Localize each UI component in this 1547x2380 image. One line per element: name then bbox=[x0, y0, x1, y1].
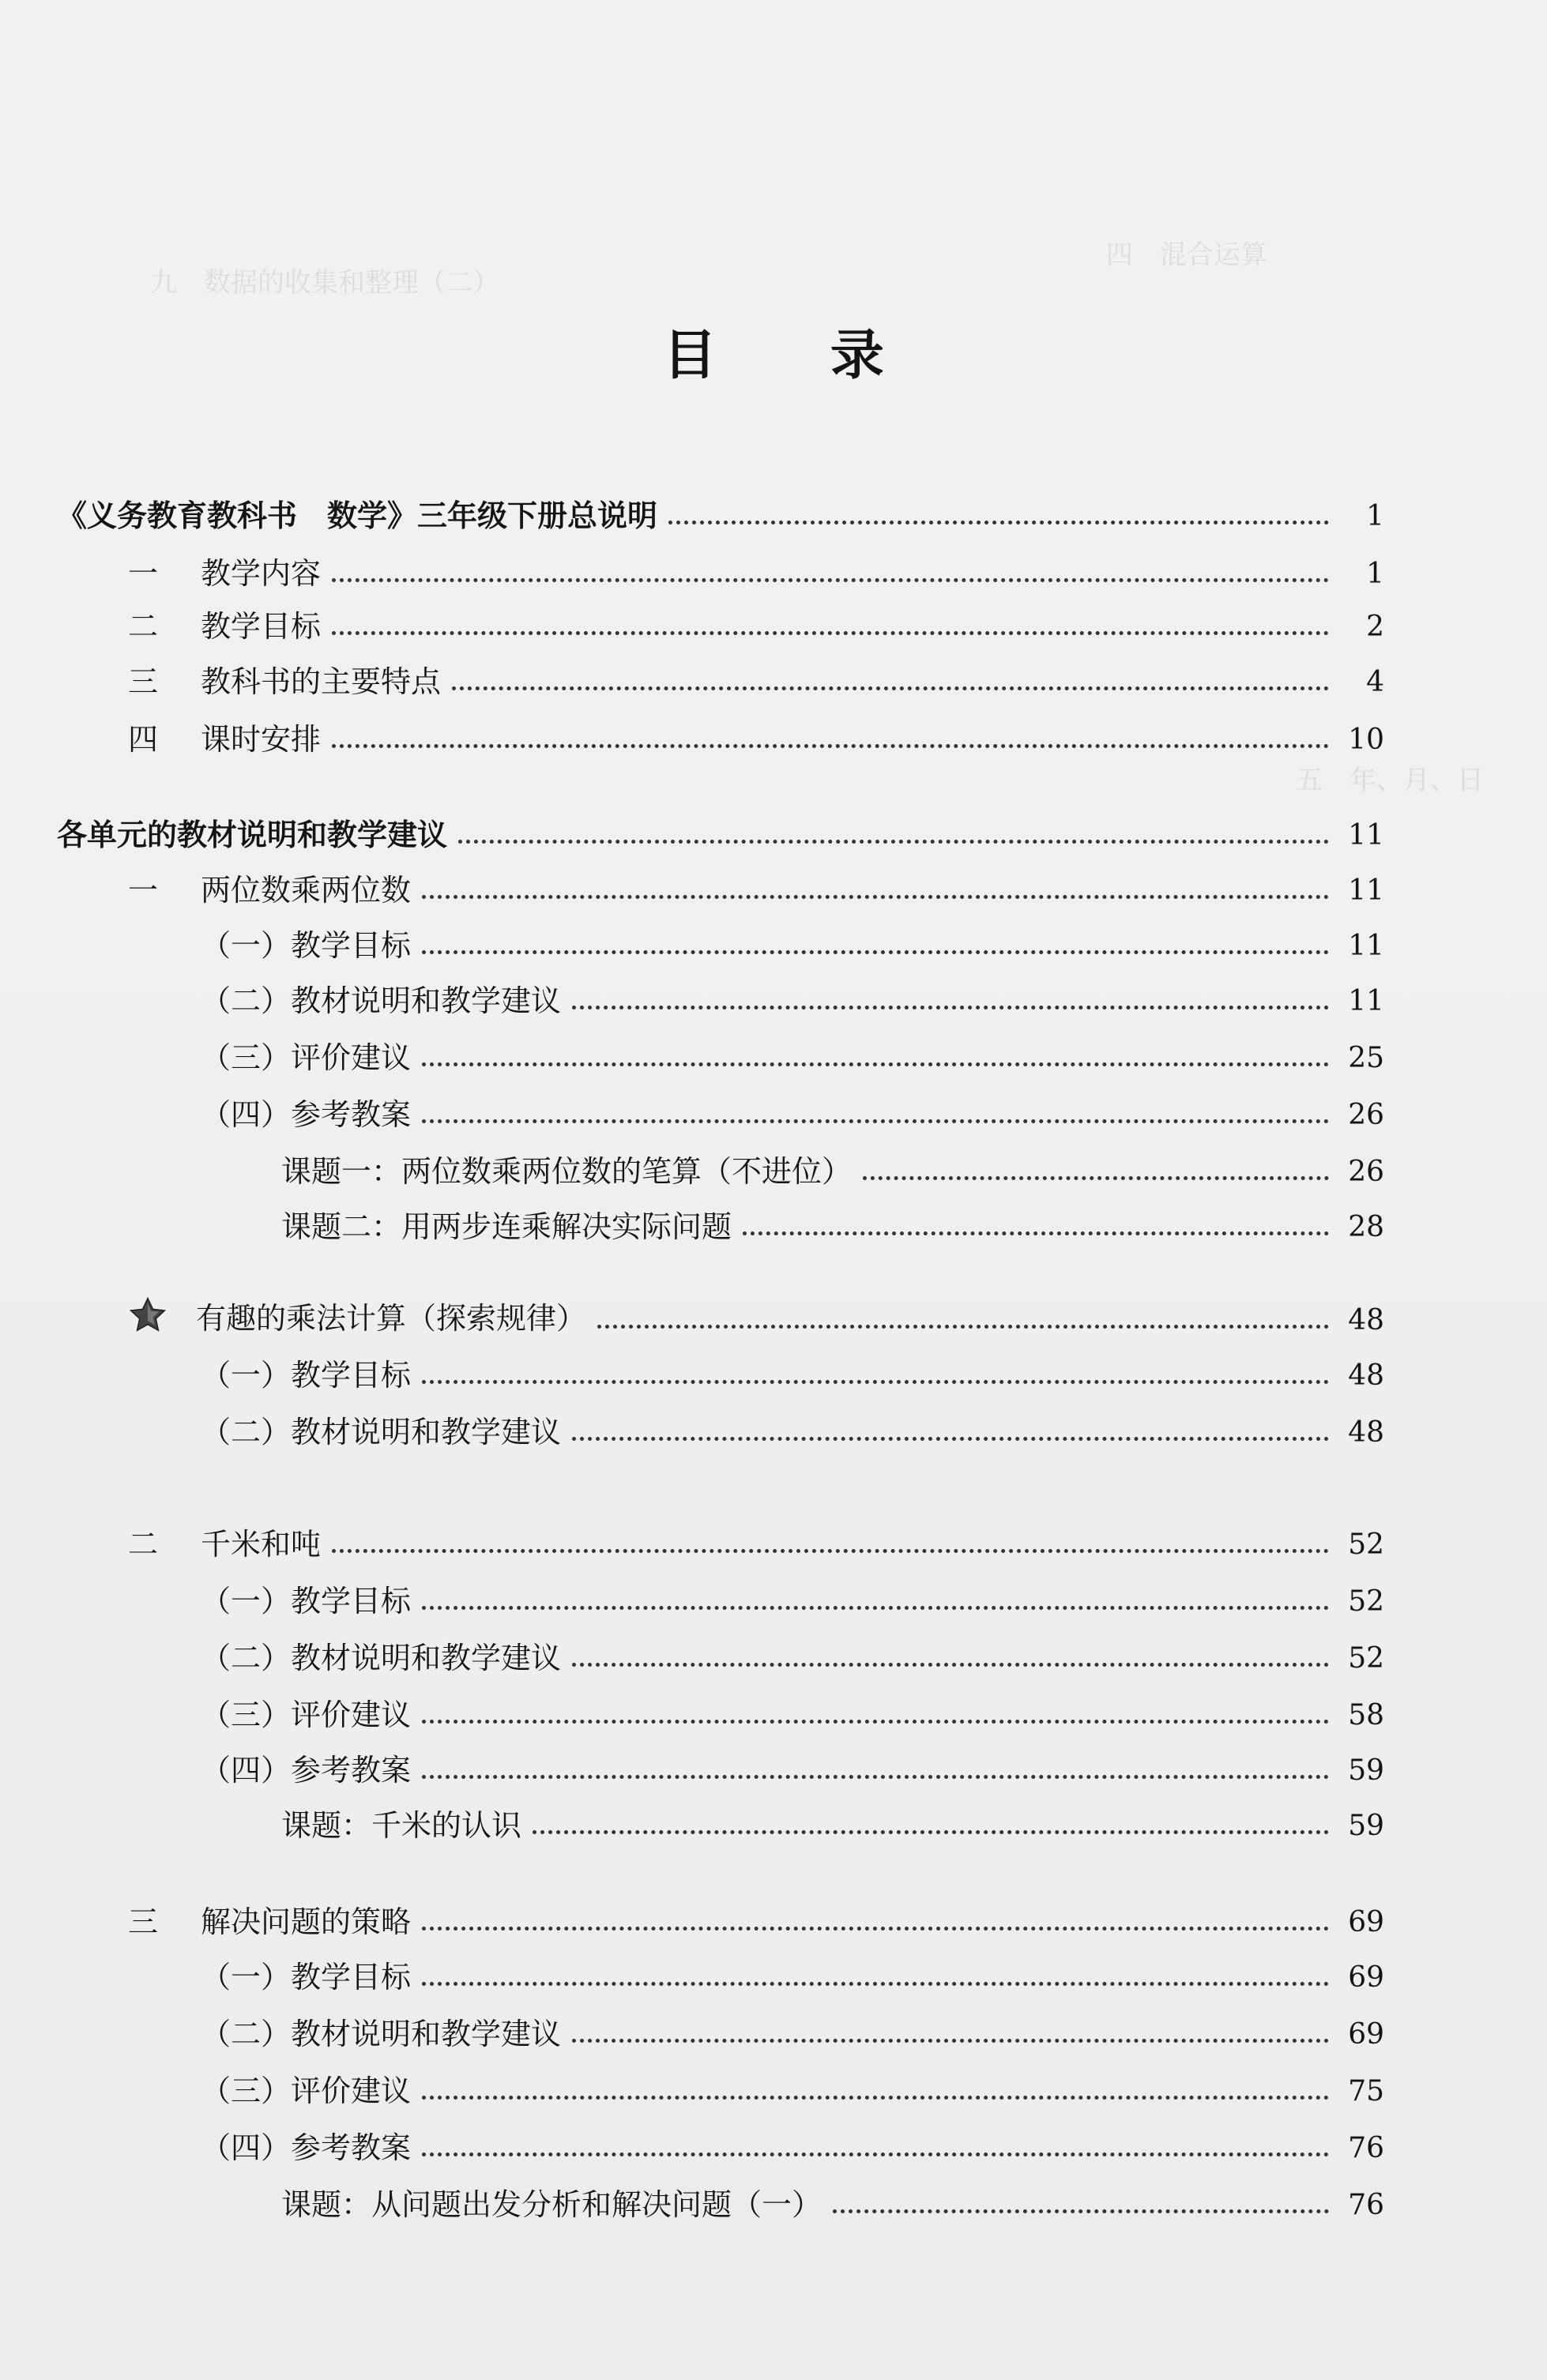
toc-entry-number: 一 bbox=[128, 873, 159, 908]
toc-entry[interactable] bbox=[201, 1683, 1384, 1730]
toc-entry-page: 59 bbox=[1348, 1754, 1384, 1787]
toc-entry[interactable] bbox=[201, 1738, 1384, 1788]
leader-dots bbox=[533, 1830, 1329, 1834]
toc-entry-label: （二）教材说明和教学建议 bbox=[201, 2017, 562, 2051]
toc-entry[interactable] bbox=[201, 1025, 1384, 1073]
leader-dots bbox=[422, 1927, 1329, 1931]
toc-entry[interactable] bbox=[201, 2002, 1384, 2049]
toc-entry-page: 11 bbox=[1348, 819, 1384, 852]
toc-entry-label: 课题：从问题出发分析和解决问题（一） bbox=[281, 2187, 822, 2222]
toc-entry[interactable] bbox=[128, 1288, 1384, 1335]
toc-entry[interactable] bbox=[201, 1945, 1384, 1995]
toc-entry-label: （三）评价建议 bbox=[201, 1698, 412, 1732]
toc-entry-label: （一）教学目标 bbox=[201, 1584, 412, 1619]
toc-entry[interactable] bbox=[201, 1569, 1384, 1619]
toc-entry-page: 2 bbox=[1366, 611, 1384, 643]
toc-entry-label: （四）参考教案 bbox=[201, 2130, 412, 2165]
toc-entry-label: （四）参考教案 bbox=[201, 1753, 412, 1788]
leader-dots bbox=[452, 686, 1329, 690]
toc-entry[interactable] bbox=[281, 1194, 1384, 1242]
toc-entry-page: 1 bbox=[1366, 558, 1384, 590]
bleed-through-text: 五 年、月、日 bbox=[1296, 765, 1484, 796]
leader-dots bbox=[422, 2096, 1329, 2100]
toc-entry-page: 69 bbox=[1348, 1906, 1384, 1938]
toc-entry[interactable] bbox=[201, 1400, 1384, 1447]
toc-entry-page: 52 bbox=[1348, 1528, 1384, 1561]
toc-entry-label: （一）教学目标 bbox=[201, 1960, 412, 1995]
leader-dots bbox=[458, 840, 1329, 844]
toc-entry-page: 48 bbox=[1348, 1304, 1384, 1337]
toc-entry-page: 4 bbox=[1366, 666, 1384, 698]
toc-entry-page: 58 bbox=[1348, 1699, 1384, 1731]
toc-entry-number: 二 bbox=[128, 1527, 159, 1562]
toc-entry-page: 52 bbox=[1348, 1585, 1384, 1618]
toc-entry-label: 课题二：用两步连乘解决实际问题 bbox=[281, 1209, 732, 1244]
leader-dots bbox=[422, 895, 1329, 899]
toc-entry-label: 解决问题的策略 bbox=[201, 1904, 412, 1939]
leader-dots bbox=[422, 1606, 1329, 1610]
toc-entry-number: 三 bbox=[128, 664, 159, 699]
toc-entry-page: 1 bbox=[1366, 500, 1384, 532]
leader-dots bbox=[572, 1663, 1329, 1667]
leader-dots bbox=[743, 1231, 1329, 1235]
leader-dots bbox=[572, 1006, 1329, 1010]
toc-entry-label: 课题一：两位数乘两位数的笔算（不进位） bbox=[281, 1154, 853, 1189]
toc-entry-page: 75 bbox=[1348, 2075, 1384, 2107]
toc-entry-label: 千米和吨 bbox=[201, 1527, 322, 1562]
toc-entry-page: 48 bbox=[1348, 1416, 1384, 1449]
leader-dots bbox=[422, 1720, 1329, 1724]
toc-entry-page: 69 bbox=[1348, 1961, 1384, 1994]
toc-entry-label: （二）教材说明和教学建议 bbox=[201, 1641, 562, 1675]
toc-entry-label: （四）参考教案 bbox=[201, 1097, 412, 1132]
bleed-through-text: 九 数据的收集和整理（二） bbox=[150, 267, 499, 299]
toc-entry-page: 48 bbox=[1348, 1359, 1384, 1392]
toc-entry-label: 教学内容 bbox=[201, 556, 322, 591]
toc-entry-label: 《义务教育教科书 数学》三年级下册总说明 bbox=[57, 498, 658, 533]
leader-dots bbox=[332, 1549, 1329, 1553]
toc-entry[interactable] bbox=[128, 1512, 1384, 1562]
toc-entry-label: 两位数乘两位数 bbox=[201, 873, 412, 908]
toc-entry[interactable] bbox=[201, 1626, 1384, 1673]
leader-dots bbox=[422, 950, 1329, 954]
toc-entry[interactable] bbox=[201, 968, 1384, 1016]
toc-entry[interactable] bbox=[128, 649, 1384, 697]
toc-entry-label: （二）教材说明和教学建议 bbox=[201, 1415, 562, 1449]
bleed-through-text: 四 混合运算 bbox=[1106, 239, 1267, 271]
toc-entry-page: 76 bbox=[1348, 2132, 1384, 2164]
page-title: 目 录 bbox=[663, 325, 932, 387]
leader-dots bbox=[332, 744, 1329, 748]
toc-entry-page: 69 bbox=[1348, 2018, 1384, 2051]
toc-entry-label: 课题：千米的认识 bbox=[281, 1808, 522, 1843]
leader-dots bbox=[572, 1437, 1329, 1441]
toc-entry-label: （二）教材说明和教学建议 bbox=[201, 983, 562, 1018]
toc-entry[interactable] bbox=[57, 803, 1384, 850]
toc-entry[interactable] bbox=[57, 483, 1384, 531]
leader-dots bbox=[332, 578, 1329, 582]
toc-entry[interactable] bbox=[281, 1139, 1384, 1189]
toc-entry-page: 11 bbox=[1348, 930, 1384, 962]
toc-entry[interactable] bbox=[201, 1343, 1384, 1393]
toc-entry-page: 76 bbox=[1348, 2189, 1384, 2221]
toc-entry[interactable] bbox=[201, 2115, 1384, 2163]
toc-entry-page: 11 bbox=[1348, 874, 1384, 907]
leader-dots bbox=[422, 2153, 1329, 2156]
toc-entry-label: 各单元的教材说明和教学建议 bbox=[57, 818, 448, 852]
toc-entry[interactable] bbox=[128, 541, 1384, 591]
toc-entry[interactable] bbox=[128, 594, 1384, 644]
toc-entry-page: 10 bbox=[1348, 724, 1384, 756]
leader-dots bbox=[833, 2209, 1329, 2213]
leader-dots bbox=[668, 521, 1329, 525]
toc-entry-page: 26 bbox=[1348, 1156, 1384, 1188]
toc-entry-page: 11 bbox=[1348, 985, 1384, 1017]
leader-dots bbox=[422, 1062, 1329, 1066]
toc-entry-label: 教学目标 bbox=[201, 609, 322, 644]
toc-entry-number: 三 bbox=[128, 1904, 159, 1939]
star-icon bbox=[128, 1295, 167, 1335]
leader-dots bbox=[597, 1325, 1329, 1329]
leader-dots bbox=[422, 1775, 1329, 1779]
toc-entry[interactable] bbox=[201, 913, 1384, 961]
toc-entry-label: 教科书的主要特点 bbox=[201, 664, 442, 699]
leader-dots bbox=[422, 1380, 1329, 1384]
toc-entry-page: 52 bbox=[1348, 1642, 1384, 1675]
leader-dots bbox=[422, 1982, 1329, 1986]
toc-entry-number: 四 bbox=[128, 722, 159, 757]
toc-entry[interactable] bbox=[128, 1889, 1384, 1937]
toc-entry[interactable] bbox=[128, 707, 1384, 757]
toc-entry[interactable] bbox=[281, 2172, 1384, 2220]
leader-dots bbox=[863, 1176, 1329, 1180]
toc-entry[interactable] bbox=[128, 858, 1384, 908]
toc-entry-page: 59 bbox=[1348, 1810, 1384, 1842]
toc-entry-label: （一）教学目标 bbox=[201, 1358, 412, 1393]
toc-entry-label: （三）评价建议 bbox=[201, 2074, 412, 2108]
toc-entry-label: （一）教学目标 bbox=[201, 928, 412, 963]
toc-entry-number: 二 bbox=[128, 609, 159, 644]
toc-entry-label: （三）评价建议 bbox=[201, 1040, 412, 1075]
toc-entry-label: 课时安排 bbox=[201, 722, 322, 757]
toc-entry[interactable] bbox=[201, 2059, 1384, 2106]
leader-dots bbox=[572, 2039, 1329, 2043]
leader-dots bbox=[332, 631, 1329, 635]
toc-entry[interactable] bbox=[281, 1793, 1384, 1843]
toc-entry[interactable] bbox=[201, 1082, 1384, 1130]
toc-entry-page: 28 bbox=[1348, 1211, 1384, 1243]
toc-entry-page: 26 bbox=[1348, 1099, 1384, 1131]
toc-entry-page: 25 bbox=[1348, 1042, 1384, 1074]
toc-entry-label: 有趣的乘法计算（探索规律） bbox=[196, 1301, 587, 1336]
toc-entry-number: 一 bbox=[128, 556, 159, 591]
leader-dots bbox=[422, 1119, 1329, 1123]
